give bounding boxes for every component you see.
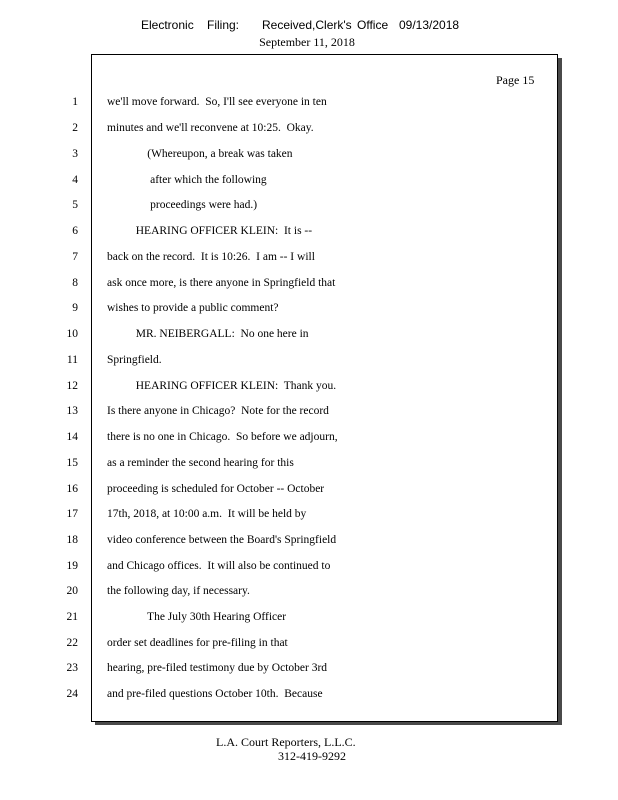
footer-company: L.A. Court Reporters, L.L.C. (216, 735, 356, 749)
line-number: 7 (72, 251, 78, 263)
line-text: The July 30th Hearing Officer (107, 611, 287, 623)
line-number: 19 (66, 560, 78, 572)
line-text: proceedings were had.) (107, 199, 258, 211)
line-number: 12 (66, 380, 78, 392)
filing-header-office: Office (357, 18, 389, 32)
filing-header-date: 09/13/2018 (399, 18, 460, 32)
line-number: 6 (72, 225, 78, 237)
line-text: and pre-filed questions October 10th. Because (107, 688, 323, 700)
line-number: 17 (66, 508, 78, 520)
line-text: there is no one in Chicago. So before we adjourn, (107, 431, 338, 443)
line-text: proceeding is scheduled for October -- October (107, 483, 325, 495)
line-text: minutes and we'll reconvene at 10:25. Okay. (107, 122, 314, 134)
page-number: Page 15 (496, 73, 535, 87)
line-text: MR. NEIBERGALL: No one here in (107, 328, 309, 340)
line-number: 8 (72, 277, 78, 289)
line-text: Springfield. (107, 354, 162, 366)
footer-phone: 312-419-9292 (278, 749, 346, 763)
line-text: and Chicago offices. It will also be continued to (107, 560, 331, 572)
line-number: 5 (72, 199, 78, 211)
line-text: ask once more, is there anyone in Springfield that (107, 277, 336, 289)
line-text: Is there anyone in Chicago? Note for the record (107, 405, 329, 417)
line-number: 20 (66, 585, 78, 597)
filing-header-received: Received,Clerk's (262, 18, 352, 32)
line-text: as a reminder the second hearing for this (107, 457, 294, 469)
line-number: 4 (72, 174, 78, 186)
line-number: 3 (72, 148, 78, 160)
line-text: HEARING OFFICER KLEIN: Thank you. (107, 380, 337, 392)
line-text: HEARING OFFICER KLEIN: It is -- (107, 225, 313, 237)
line-number: 14 (66, 431, 78, 443)
line-number: 13 (66, 405, 78, 417)
transcript-date: September 11, 2018 (259, 35, 355, 49)
line-text: the following day, if necessary. (107, 585, 250, 597)
line-text: (Whereupon, a break was taken (107, 148, 293, 160)
line-number: 23 (66, 662, 78, 674)
line-text: we'll move forward. So, I'll see everyone in ten (107, 96, 327, 108)
line-text: back on the record. It is 10:26. I am -- I will (107, 251, 315, 263)
electronic-filing-header (0, 18, 618, 34)
line-text: hearing, pre-filed testimony due by October 3rd (107, 662, 328, 674)
filing-header-filing: Filing: (207, 18, 240, 32)
line-number: 11 (66, 354, 78, 366)
line-number: 18 (66, 534, 78, 546)
line-text: video conference between the Board's Springfield (107, 534, 337, 546)
transcript-date-line (0, 35, 618, 50)
filing-header-electronic: Electronic (141, 18, 194, 32)
line-text: wishes to provide a public comment? (107, 302, 279, 314)
line-number: 2 (72, 122, 78, 134)
line-text: order set deadlines for pre-filing in that (107, 637, 288, 649)
line-number: 21 (66, 611, 78, 623)
line-number: 9 (72, 302, 78, 314)
line-number: 1 (72, 96, 78, 108)
line-text: 17th, 2018, at 10:00 a.m. It will be held by (107, 508, 307, 520)
line-number: 22 (66, 637, 78, 649)
line-number: 24 (66, 688, 78, 700)
line-number: 10 (66, 328, 78, 340)
line-text: after which the following (107, 174, 267, 186)
line-number: 16 (66, 483, 78, 495)
line-number: 15 (66, 457, 78, 469)
